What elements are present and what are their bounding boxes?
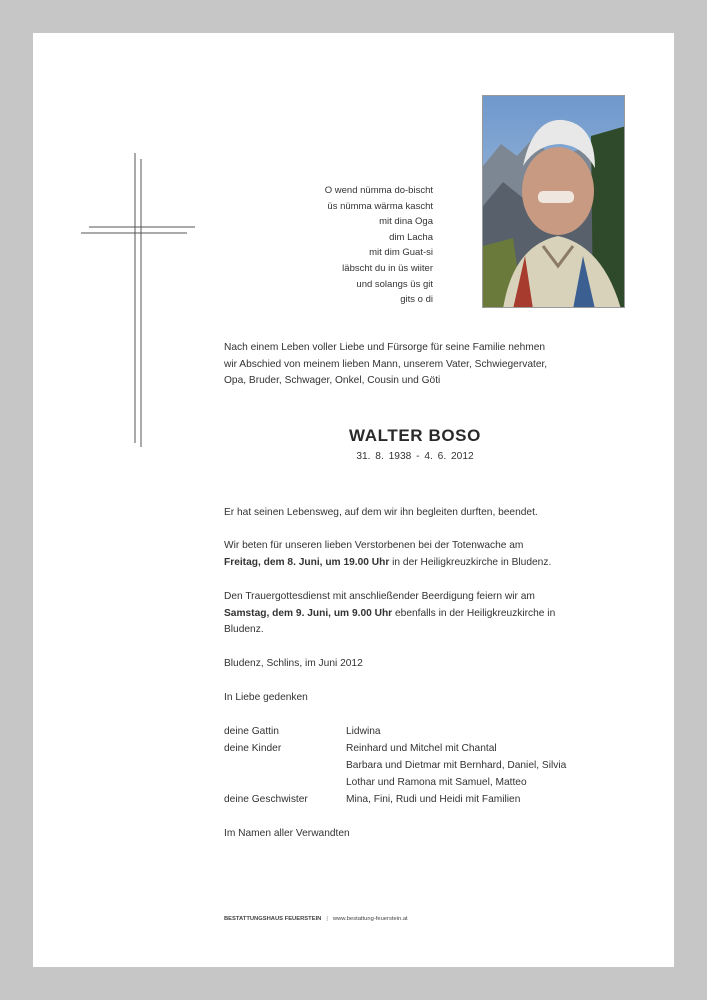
mourners-list [224, 724, 566, 809]
mourner-relation [224, 775, 346, 792]
mourner-row [224, 724, 566, 741]
cross-icon [81, 153, 201, 453]
mourner-row [224, 775, 566, 792]
poem-line: dim Lacha [389, 231, 433, 243]
mourner-names: Barbara und Dietmar mit Bernhard, Daniel, Silvia [346, 759, 567, 771]
mourner-relation [224, 758, 346, 775]
poem-line: und solangs üs git [356, 278, 433, 290]
wake-location: in der Heiligkreuzkirche in Bludenz. [389, 556, 552, 568]
mourner-names: Mina, Fini, Rudi und Heidi mit Familien [346, 793, 521, 805]
portrait-photo [482, 95, 625, 308]
paragraph-funeral [224, 589, 614, 639]
paragraph-wake [224, 538, 614, 571]
intro-line: Nach einem Leben voller Liebe und Fürsorge für seine Familie nehmen [224, 342, 546, 353]
paragraph-lifepath: Er hat seinen Lebensweg, auf dem wir ihn begleiten durften, beendet. [224, 507, 538, 518]
poem-line: mit dim Guat-si [369, 247, 433, 259]
poem [213, 183, 433, 308]
life-dates: 31. 8. 1938 - 4. 6. 2012 [356, 451, 474, 462]
footer [224, 916, 408, 922]
mourner-relation: deine Kinder [224, 742, 282, 754]
mourner-relation: deine Geschwister [224, 793, 308, 805]
wake-details [224, 555, 614, 572]
poem-line: O wend nümma do-bischt [324, 185, 433, 196]
intro-line: Opa, Bruder, Schwager, Onkel, Cousin und Göti [224, 375, 441, 387]
funeral-line: Den Trauergottesdienst mit anschließender Beerdigung feiern wir am [224, 591, 535, 602]
poem-line: gits o di [400, 294, 433, 306]
mourner-names: Lidwina [346, 726, 381, 737]
intro-text [224, 340, 594, 390]
poem-line: üs nümma wärma kascht [327, 200, 433, 212]
funeral-date: Samstag, dem 9. Juni, um 9.00 Uhr [224, 607, 393, 619]
company-name: BESTATTUNGSHAUS FEUERSTEIN [224, 916, 322, 922]
mourner-row [224, 758, 566, 775]
intro-line: wir Abschied von meinem lieben Mann, unserem Vater, Schwiegervater, [224, 358, 548, 370]
poem-line: mit dina Oga [379, 216, 433, 228]
mourner-row [224, 792, 566, 809]
mourner-row [224, 741, 566, 758]
wake-date: Freitag, dem 8. Juni, um 19.00 Uhr [224, 556, 390, 568]
funeral-line-end: Bludenz. [224, 624, 264, 636]
mourner-relation: deine Gattin [224, 726, 279, 737]
place-date: Bludenz, Schlins, im Juni 2012 [224, 658, 363, 669]
mourner-names: Reinhard und Mitchel mit Chantal [346, 742, 497, 754]
closing-line: Im Namen aller Verwandten [224, 828, 350, 839]
wake-line: Wir beten für unseren lieben Verstorbenen bei der Totenwache am [224, 540, 524, 551]
funeral-details [224, 606, 614, 623]
mourner-names: Lothar und Ramona mit Samuel, Matteo [346, 776, 527, 788]
website-link[interactable]: www.bestattung-feuerstein.at [332, 916, 408, 922]
poem-line: läbscht du in üs wiiter [342, 262, 433, 274]
funeral-location: ebenfalls in der Heiligkreuzkirche in [392, 607, 556, 619]
footer-separator: | [326, 916, 328, 922]
in-love-heading: In Liebe gedenken [224, 692, 308, 703]
deceased-name: WALTER BOSO [349, 426, 481, 445]
